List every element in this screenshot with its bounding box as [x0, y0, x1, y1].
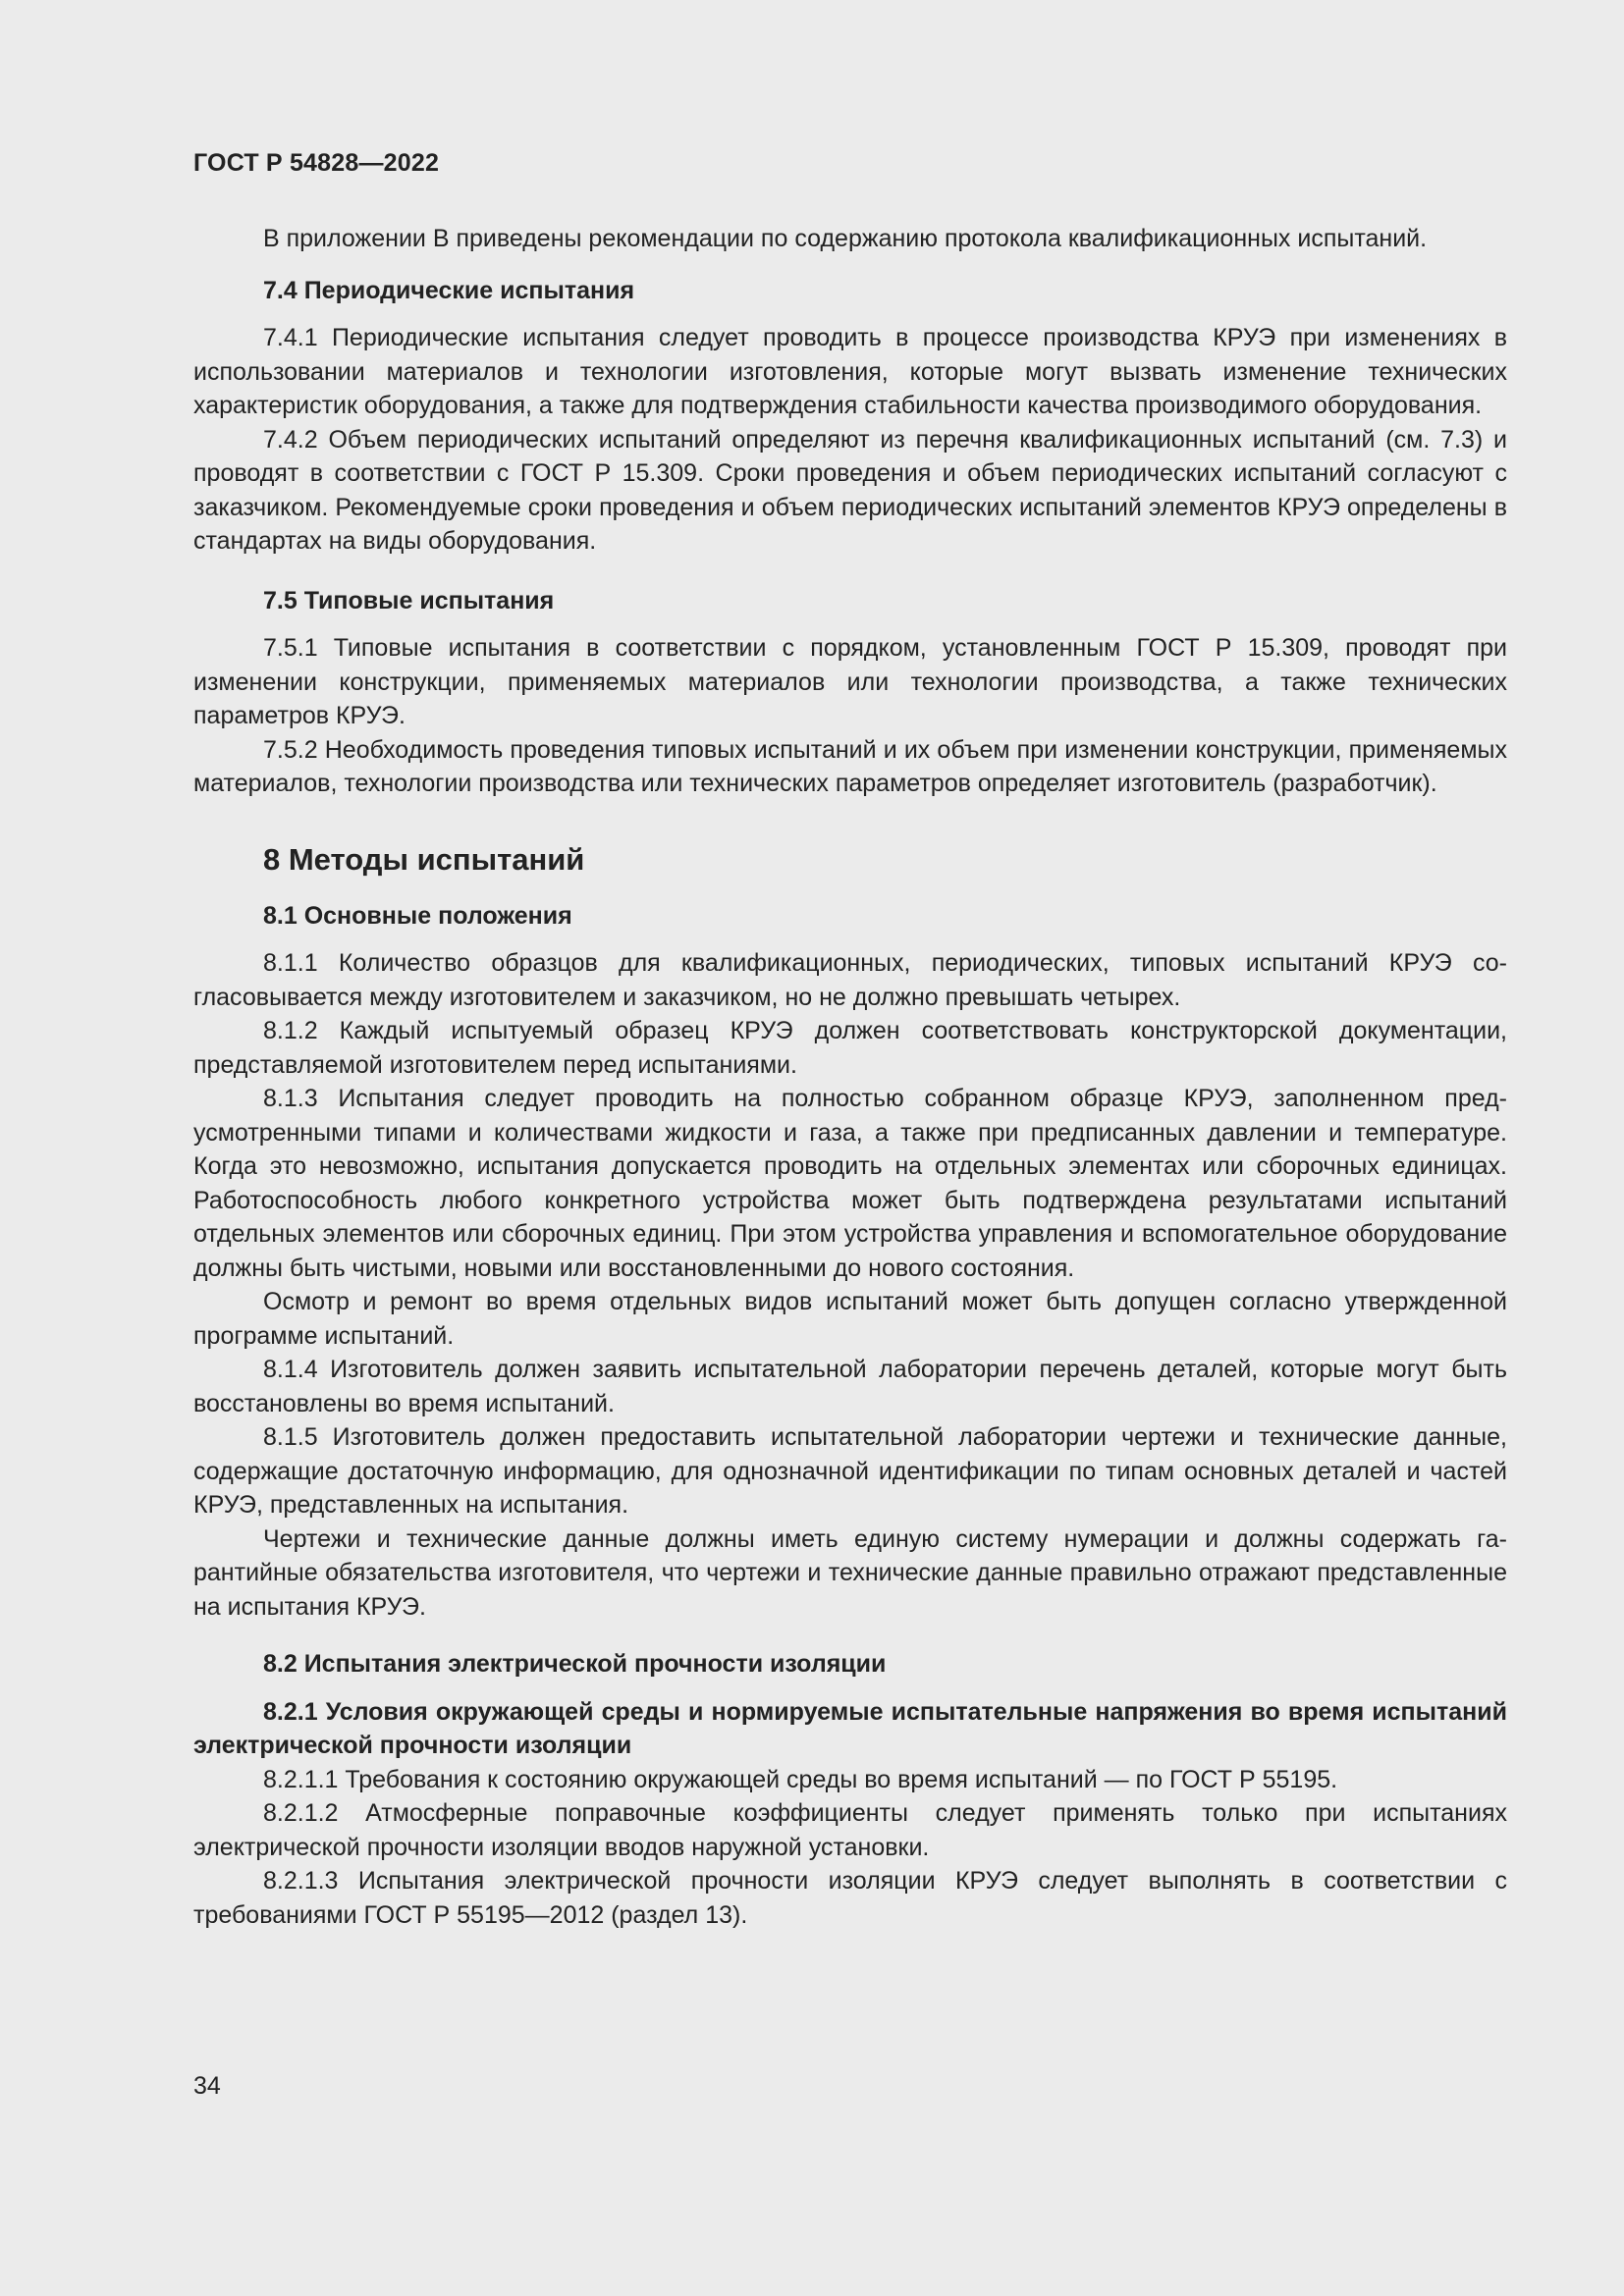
heading-8-1: 8.1 Основные положения [263, 901, 572, 930]
paragraph-8-1-5: 8.1.5 Изготовитель должен предоставить испытательной лаборатории чертежи и технические данные, содержащие достаточную информацию, для однозначной идентификации по типам основных деталей и частей КРУЭ, представленных на испытания. [193, 1423, 1507, 1519]
paragraph-7-4-1: 7.4.1 Периодические испытания следует проводить в процессе производства КРУЭ при изменениях в использовании материалов и технологии изготовления, которые могут вызвать изменение технических характеристик оборудования, а также для подтверждения стабильности качества производимого оборудования. [193, 324, 1507, 419]
paragraph-7-5-1: 7.5.1 Типовые испытания в соответствии с порядком, установленным ГОСТ Р 15.309, проводят при изменении конструкции, применяемых материалов или технологии производства, а также технических параметров КРУЭ. [193, 634, 1507, 729]
paragraph-appendix-note: В приложении В приведены рекомендации по содержанию протокола квалификационных испытаний. [263, 225, 1428, 252]
paragraph-7-4-2: 7.4.2 Объем периодических испытаний определяют из перечня квалификационных испытаний (см. 7.3) и проводят в соответствии с ГОСТ Р 15.309. Сроки проведения и объем периодических испытаний согласуют с заказчиком. Рекомендуемые сроки проведения и объем периодических испытаний элементов КРУЭ определены в стандартах на виды оборудования. [193, 425, 1507, 555]
paragraph-8-1-3: 8.1.3 Испытания следует проводить на полностью собранном образце КРУЭ, заполненном предусмотренными типами и количествами жидкости и газа, а также при предписанных давлении и температуре. Когда это невозможно, испытания допускается проводить на отдельных элементах или сборочных единицах. Работоспособность любого конкретного устройства может быть подтверждена результатами испытаний отдельных элементов или сборочных единиц. При этом устройства управления и вспомогательное оборудование должны быть чистыми, новыми или восстановленными до нового состояния. [193, 1085, 1507, 1282]
document-body [193, 222, 1507, 1932]
heading-8-2: 8.2 Испытания электрической прочности изоляции [263, 1650, 887, 1678]
heading-7-4: 7.4 Периодические испытания [263, 276, 635, 304]
paragraph-inspection-repair: Осмотр и ремонт во время отдельных видов испытаний может быть допущен согласно утвержденной программе испытаний. [193, 1288, 1507, 1350]
paragraph-8-1-4: 8.1.4 Изготовитель должен заявить испытательной лаборатории перечень деталей, которые могут быть восстановлены во время испытаний. [193, 1356, 1507, 1417]
paragraph-drawings: Чертежи и технические данные должны иметь единую систему нумерации и должны содержать гарантийные обязательства изготовителя, что чертежи и технические данные правильно отражают представленные на испытания КРУЭ. [193, 1524, 1507, 1621]
paragraph-7-5-2: 7.5.2 Необходимость проведения типовых испытаний и их объем при изменении конструкции, применяемых материалов, технологии производства или технических параметров определяет изготовитель (разработчик). [193, 735, 1507, 797]
paragraph-8-2-1-2: 8.2.1.2 Атмосферные поправочные коэффициенты следует применять только при испытаниях электрической прочности изоляции вводов наружной установки. [193, 1799, 1507, 1861]
paragraph-8-2-1-1: 8.2.1.1 Требования к состоянию окружающей среды во время испытаний — по ГОСТ Р 55195. [263, 1765, 1338, 1793]
heading-8-2-1: 8.2.1 Условия окружающей среды и нормируемые испытательные напряжения во время испытаний электрической прочности изоляции [193, 1697, 1507, 1759]
paragraph-8-2-1-3: 8.2.1.3 Испытания электрической прочности изоляции КРУЭ следует выполнять в соответствии с требованиями ГОСТ Р 55195—2012 (раздел 13). [193, 1867, 1507, 1929]
paragraph-8-1-1: 8.1.1 Количество образцов для квалификационных, периодических, типовых испытаний КРУЭ согласовывается между изготовителем и заказчиком, но не должно превышать четырех. [193, 949, 1507, 1011]
page-number: 34 [193, 2072, 221, 2100]
heading-7-5: 7.5 Типовые испытания [263, 586, 555, 614]
document-header: ГОСТ Р 54828—2022 [193, 149, 440, 177]
heading-section-8: 8 Методы испытаний [263, 841, 585, 877]
paragraph-8-1-2: 8.1.2 Каждый испытуемый образец КРУЭ должен соответствовать конструкторской документации, представляемой изготовителем перед испытаниями. [193, 1017, 1507, 1079]
